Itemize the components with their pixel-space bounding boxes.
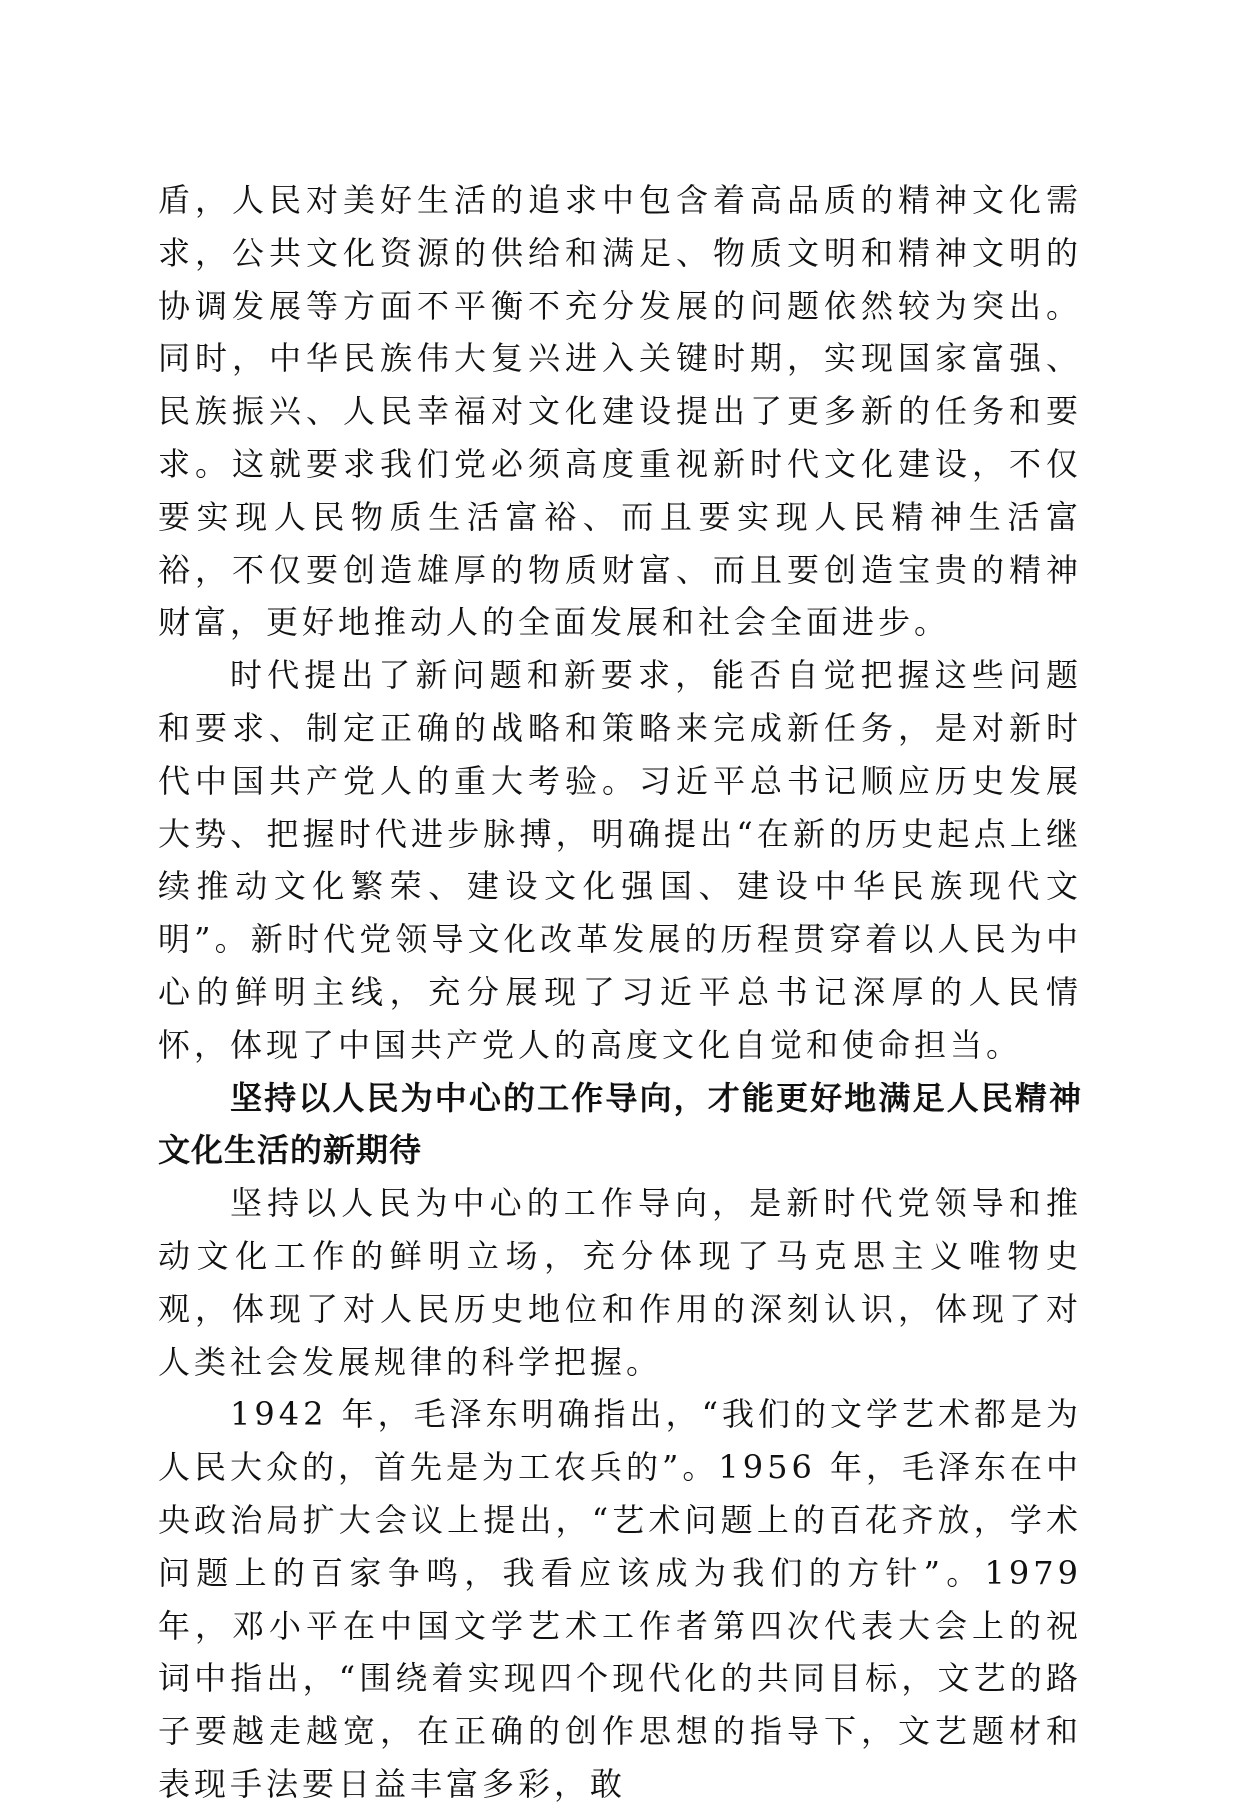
body-paragraph-2: 时代提出了新问题和新要求，能否自觉把握这些问题和要求、制定正确的战略和策略来完成新任务，是对新时代中国共产党人的重大考验。习近平总书记顺应历史发展大势、把握时代进步脉搏，明确提出“在新的历史起点上继续推动文化繁荣、建设文化强国、建设中华民族现代文明”。新时代党领导文化改革发展的历程贯穿着以人民为中心的鲜明主线，充分展现了习近平总书记深厚的人民情怀，体现了中国共产党人的高度文化自觉和使命担当。 (158, 656, 1082, 1064)
section-heading: 坚持以人民为中心的工作导向，才能更好地满足人民精神文化生活的新期待 (158, 1078, 1082, 1170)
body-paragraph-4: 1942 年，毛泽东明确指出，“我们的文学艺术都是为人民大众的，首先是为工农兵的”。1956 年，毛泽东在中央政治局扩大会议上提出，“艺术问题上的百花齐放，学术问题上的百家争鸣，我看应该成为我们的方针”。1979 年，邓小平在中国文学艺术工作者第四次代表大会上的祝词中指出，“围绕着实现四个现代化的共同目标，文艺的路子要越走越宽，在正确的创作思想的指导下，文艺题材和表现手法要日益丰富多彩，敢 (158, 1395, 1082, 1803)
body-paragraph-1: 盾，人民对美好生活的追求中包含着高品质的精神文化需求，公共文化资源的供给和满足、物质文明和精神文明的协调发展等方面不平衡不充分发展的问题依然较为突出。同时，中华民族伟大复兴进入关键时期，实现国家富强、民族振兴、人民幸福对文化建设提出了更多新的任务和要求。这就要求我们党必须高度重视新时代文化建设，不仅要实现人民物质生活富裕、而且要实现人民精神生活富裕，不仅要创造雄厚的物质财富、而且要创造宝贵的精神财富，更好地推动人的全面发展和社会全面进步。 (158, 181, 1082, 642)
document-page (158, 174, 1082, 1811)
body-paragraph-3: 坚持以人民为中心的工作导向，是新时代党领导和推动文化工作的鲜明立场，充分体现了马克思主义唯物史观，体现了对人民历史地位和作用的深刻认识，体现了对人类社会发展规律的科学把握。 (158, 1184, 1082, 1381)
